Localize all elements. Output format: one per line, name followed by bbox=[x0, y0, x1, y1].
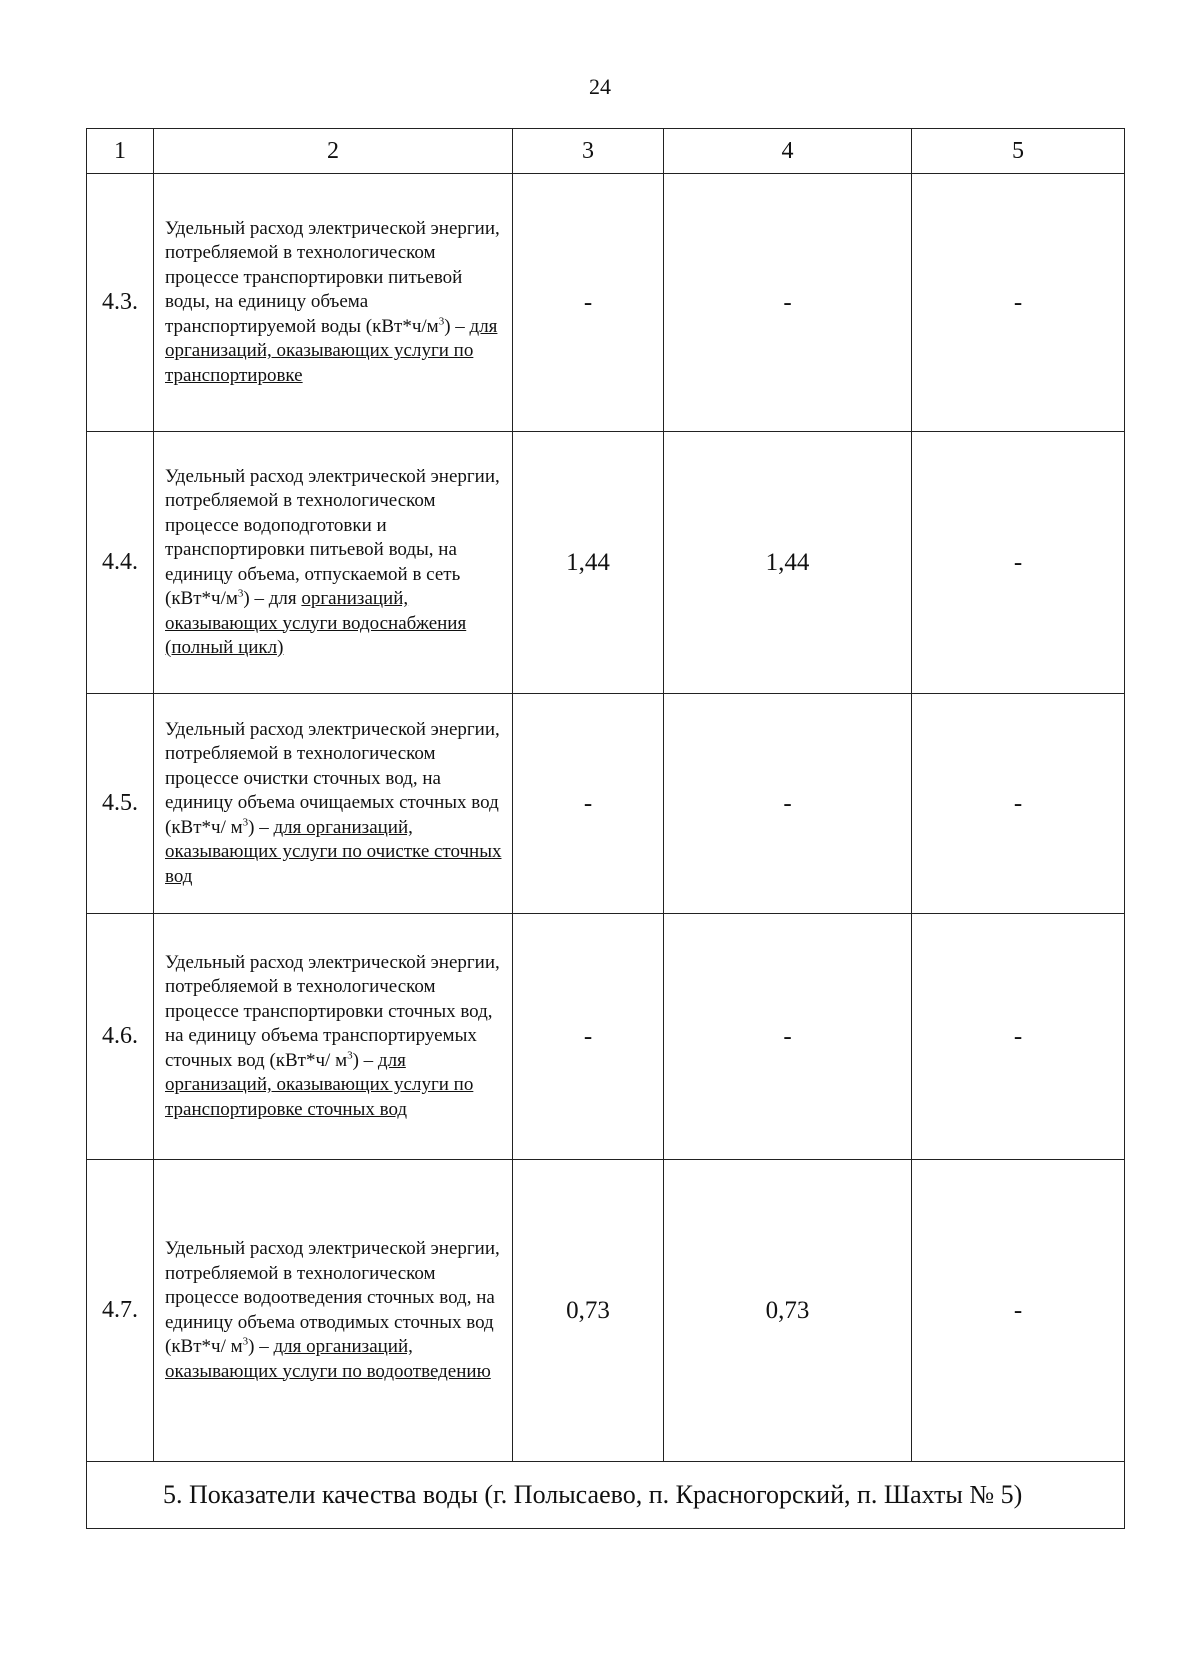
desc-superscript: 3 bbox=[242, 1335, 249, 1348]
desc-superscript: 3 bbox=[438, 315, 445, 328]
cell-col3: 0,73 bbox=[513, 1160, 664, 1462]
desc-underlined: для организаций, оказывающих услуги по транспортировке bbox=[165, 315, 498, 386]
page-number: 24 bbox=[589, 74, 611, 99]
desc-superscript: 3 bbox=[347, 1049, 353, 1062]
cell-col4: - bbox=[664, 914, 912, 1160]
row-number: 4.4. bbox=[87, 432, 154, 694]
row-description bbox=[154, 914, 513, 1160]
desc-text-after: ) – bbox=[444, 315, 470, 337]
desc-underlined: для организаций, оказывающих услуги по очистке сточных вод bbox=[165, 816, 502, 887]
section-title: 5. Показатели качества воды (г. Полысаево, п. Красногорский, п. Шахты № 5) bbox=[87, 1462, 1125, 1529]
header-cell: 3 bbox=[513, 129, 664, 174]
row-number: 4.3. bbox=[87, 174, 154, 432]
cell-col5: - bbox=[912, 694, 1125, 914]
header-cell: 4 bbox=[664, 129, 912, 174]
desc-superscript: 3 bbox=[237, 587, 244, 600]
header-cell: 5 bbox=[912, 129, 1125, 174]
row-description bbox=[154, 1160, 513, 1462]
desc-superscript: 3 bbox=[242, 816, 249, 829]
cell-col3: - bbox=[513, 914, 664, 1160]
cell-col4: 1,44 bbox=[664, 432, 912, 694]
desc-text-after: ) – bbox=[248, 1336, 274, 1357]
row-description bbox=[154, 174, 513, 432]
section-row bbox=[87, 1462, 1125, 1529]
row-number: 4.7. bbox=[87, 1160, 154, 1462]
cell-col3: 1,44 bbox=[513, 432, 664, 694]
header-row bbox=[87, 129, 1125, 174]
header-cell: 1 bbox=[87, 129, 154, 174]
desc-underlined: организаций, оказывающих услуги водоснабжения (полный цикл) bbox=[165, 588, 467, 658]
desc-text: Удельный расход электрической энергии, потребляемой в технологическом процессе водоподготовки и транспортировки питьевой воды, на единицу объема, отпускаемой в сеть (кВт*ч/м bbox=[165, 465, 500, 609]
desc-text-after: ) – bbox=[352, 1049, 378, 1071]
table-row bbox=[87, 1160, 1125, 1462]
desc-text: Удельный расход электрической энергии, потребляемой в технологическом процессе очистки сточных вод, на единицу объема очищаемых сточных вод (кВт*ч/ м bbox=[165, 718, 500, 838]
row-description bbox=[154, 694, 513, 914]
desc-text-after: ) – bbox=[248, 816, 274, 838]
cell-col5: - bbox=[912, 432, 1125, 694]
row-number: 4.5. bbox=[87, 694, 154, 914]
table-row bbox=[87, 914, 1125, 1160]
desc-text: Удельный расход электрической энергии, потребляемой в технологическом процессе водоотведения сточных вод, на единицу объема отводимых сточных вод (кВт*ч/ м bbox=[165, 1238, 500, 1357]
cell-col5: - bbox=[912, 174, 1125, 432]
cell-col4: - bbox=[664, 694, 912, 914]
desc-text: Удельный расход электрической энергии, потребляемой в технологическом процессе транспортировки сточных вод, на единицу объема транспортируемых сточных вод (кВт*ч/ м bbox=[165, 951, 500, 1071]
cell-col4: - bbox=[664, 174, 912, 432]
cell-col3: - bbox=[513, 174, 664, 432]
desc-underlined: для организаций, оказывающих услуги по транспортировке сточных вод bbox=[165, 1049, 474, 1120]
row-description bbox=[154, 432, 513, 694]
cell-col3: - bbox=[513, 694, 664, 914]
table-row bbox=[87, 694, 1125, 914]
table-row bbox=[87, 174, 1125, 432]
desc-text: Удельный расход электрической энергии, потребляемой в технологическом процессе транспортировки питьевой воды, на единицу объема транспортируемой воды (кВт*ч/м bbox=[165, 217, 500, 337]
desc-underlined: для организаций, оказывающих услуги по водоотведению bbox=[165, 1336, 491, 1382]
indicators-table bbox=[86, 128, 1125, 1529]
cell-col5: - bbox=[912, 914, 1125, 1160]
row-number: 4.6. bbox=[87, 914, 154, 1160]
cell-col5: - bbox=[912, 1160, 1125, 1462]
desc-text-after: ) – для bbox=[243, 588, 302, 609]
header-cell: 2 bbox=[154, 129, 513, 174]
table-row bbox=[87, 432, 1125, 694]
cell-col4: 0,73 bbox=[664, 1160, 912, 1462]
